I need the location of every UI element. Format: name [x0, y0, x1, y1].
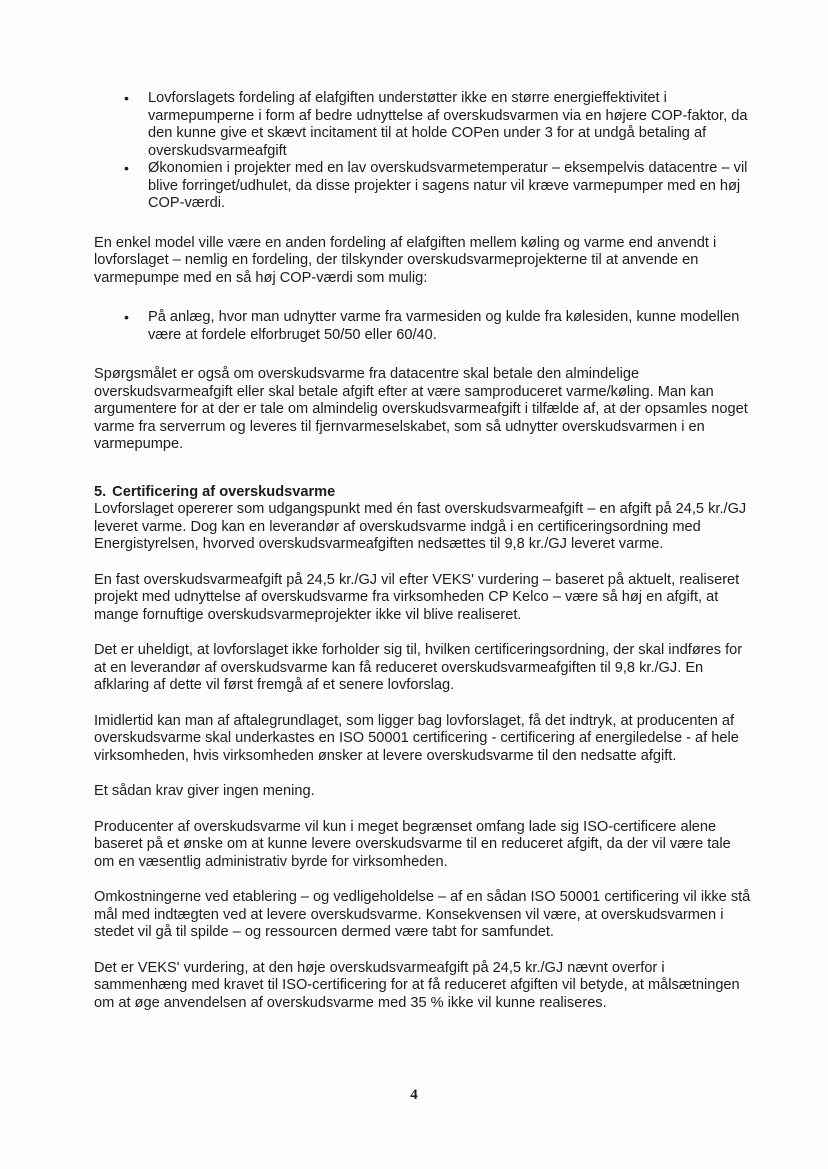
- page-number: 4: [410, 1087, 418, 1103]
- bullet-text: Lovforslagets fordeling af elafgiften understøtter ikke en større energieffektivitet i varmepumperne i form af bedre udnyttelse af overskudsvarmen via en højere COP-faktor, da den kunne give et skævt incitament til at holde COPen under 3 for at undgå betaling af overskudsvarmeafgift: [148, 90, 748, 159]
- section-number: 5.: [94, 483, 107, 500]
- bullet-icon: •: [124, 309, 129, 325]
- section-heading: [94, 484, 754, 502]
- bullet-text: Økonomien i projekter med en lav overskudsvarmetemperatur – eksempelvis datacentre – vil blive forringet/udhulet, da disse projekter i sagens natur vil kræve varmepumper med en høj COP-værdi.: [148, 160, 748, 211]
- bullet-icon: •: [124, 160, 129, 176]
- paragraph-model: En enkel model ville være en anden fordeling af elafgiften mellem køling og varme end anvendt i lovforslaget – nemlig en fordeling, der tilskynder overskudsvarmeprojekterne til at anvende en varmepumpe med en så høj COP-værdi som mulig:: [94, 234, 717, 286]
- bullet-text: På anlæg, hvor man udnytter varme fra varmesiden og kulde fra kølesiden, kunne modellen være at fordele elforbruget 50/50 eller 60/40.: [148, 309, 740, 343]
- list-item: [94, 160, 754, 213]
- paragraph: Det er VEKS' vurdering, at den høje overskudsvarmeafgift på 24,5 kr./GJ nævnt overfor i sammenhæng med kravet til ISO-certificering for at få reduceret afgiften vil betyde, at målsætningen om at øge anvendelsen af overskudsvarme med 35 % ikke vil kunne realiseres.: [94, 959, 740, 1011]
- page-content: [94, 90, 754, 1012]
- paragraph-datacentre: Spørgsmålet er også om overskudsvarme fra datacentre skal betale den almindelige overskudsvarmeafgift eller skal betale afgift efter at være samproduceret varme/køling. Man kan argumentere for at der er tale om almindelig overskudsvarmeafgift i tilfælde af, at der opsamles noget varme fra serverrum og leveres til fjernvarmeselskabet, som så udnytter overskudsvarmen i en varmepumpe.: [94, 366, 748, 452]
- paragraph: Det er uheldigt, at lovforslaget ikke forholder sig til, hvilken certificeringsordning, der skal indføres for at en leverandør af overskudsvarme kan få reduceret overskudsvarmeafgiften til 9,8 kr./GJ. En afklaring af dette vil først fremgå af et senere lovforslag.: [94, 642, 743, 693]
- paragraph: Et sådan krav giver ingen mening.: [94, 783, 315, 799]
- bullet-icon: •: [124, 90, 129, 106]
- bullet-list-model: [94, 309, 754, 344]
- paragraph: Omkostningerne ved etablering – og vedligeholdelse – af en sådan ISO 50001 certificering vil ikke stå mål med indtægten ved at levere overskudsvarme. Konsekvensen vil være, at overskudsvarmen i stedet vil gå til spilde – og ressourcen dermed være tabt for samfundet.: [94, 889, 751, 940]
- bullet-list-top: [94, 90, 754, 213]
- paragraph: En fast overskudsvarmeafgift på 24,5 kr./GJ vil efter VEKS' vurdering – baseret på aktuelt, realiseret projekt med udnyttelse af overskudsvarme fra virksomheden CP Kelco – være så høj en afgift, at mange fornuftige overskudsvarmeprojekter ikke vil blive realiseret.: [94, 571, 740, 623]
- list-item: [94, 90, 754, 160]
- paragraph: Imidlertid kan man af aftalegrundlaget, som ligger bag lovforslaget, få det indtryk, at producenten af overskudsvarme skal underkastes en ISO 50001 certificering - certificering af energiledelse - af hele virksomheden, hvis virksomheden ønsker at levere overskudsvarme til den nedsatte afgift.: [94, 712, 739, 764]
- paragraph: Producenter af overskudsvarme vil kun i meget begrænset omfang lade sig ISO-certificere alene baseret på et ønske om at kunne levere overskudsvarme til en reduceret afgift, da der vil være tale om en væsentlig administrativ byrde for virksomheden.: [94, 818, 731, 870]
- section-title: Certificering af overskudsvarme: [112, 483, 336, 500]
- list-item: [94, 309, 754, 344]
- paragraph: Lovforslaget opererer som udgangspunkt med én fast overskudsvarmeafgift – en afgift på 24,5 kr./GJ leveret varme. Dog kan en leverandør af overskudsvarme indgå i en certificeringsordning med Energistyrelsen, hvorved overskudsvarmeafgiften nedsættes til 9,8 kr./GJ leveret varme.: [94, 501, 747, 552]
